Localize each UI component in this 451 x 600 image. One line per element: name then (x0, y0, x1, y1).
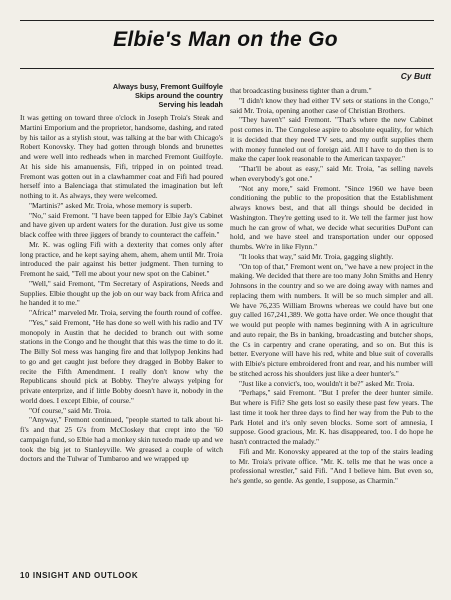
top-rule (20, 20, 434, 21)
subhead-line: Serving his leadah (158, 100, 223, 109)
paragraph: "Well," said Fremont, "I'm Secretary of Aspirations, Needs and Supplies. Elbie thought up the job on our way back from Africa and he handed it to me." (20, 278, 223, 308)
byline: Cy Butt (400, 71, 431, 81)
article-title: Elbie's Man on the Go (113, 28, 338, 51)
paragraph: "On top of that," Fremont went on, "we have a new project in the making. We decided that there are too many John Smiths and Henry Johnsons in the country and so we are doing away with names and replacing them with numbers. It will be so much simpler and all. We have 76,235 William Browns whereas we could have but one guy called 167,241,389. We gotta have order. We once thought that we would put people with names beginning with A in agriculture and auto repair, the Bs in banking, broadcasting and butcher shops, the Cs in carpentry and crane operating, and so on. But this is better. Everyone will have his red, white and blue suit of coveralls with Elbie's picture embroidered front and rear, and his number will be stitched across his shoulders just like a deer hunter's." (230, 261, 433, 378)
paragraph: "Of course," said Mr. Troia. (29, 405, 112, 415)
paragraph: "Yes," said Fremont, "He has done so well with his radio and TV monopoly in Austin that he decided to branch out with some stations in the Congo and he thought that this was the time to do it. The Billy Sol mess was hanging fire and that lollypop Jenkins had to go and get caught just before they dragged in Bobby Baker to recite the Fifth Amendment. I really don't know why the Republicans should pick at Bobby. They're always yelping for private enterprize, and if little Bobby doesn't have it, nobody in the world does. I except Elbie, of course." (20, 317, 223, 405)
paragraph: "Anyway," Fremont continued, "people started to talk about hi-fi's and that 25 G's from McCloskey that crept into the '60 campaign fund, so Elbie had a monkey skin tuxedo made up and we took the big jet to Stanleyville. We greased a couple of witch doctors and the Tulwar of Tumbaroo and we wrapped up (20, 415, 223, 464)
paragraph: Fifi and Mr. Konovsky appeared at the top of the stairs leading to Mr. Troia's private office. "Mr. K. tells me that he was once a professional wrestler," said Fifi. "And I believe him. But even so, he's gentle, so gentle. As gentle, I suppose, as Charmin." (230, 446, 433, 485)
paragraph: that broadcasting business tighter than a drum." (230, 86, 372, 95)
paragraph: "Martinis?" asked Mr. Troia, whose memory is superb. (29, 200, 193, 210)
paragraph: It was getting on toward three o'clock in Joseph Troia's Steak and Martini Emporium and the proprietor, handsome, dashing, and rated by his tailor as a stylish stout, was talking at the bar with Chicago's Robert Konovsky. They had gotten through blonds and brunettes and were well into redheads when in marched Fremont Guilfoyle. At his side his amanuensis, Fifi, tripped in on pointed tread. Fremont was gotten out in a clawhammer coat and Fifi had poured herself into a Balenciaga that stimulated the imagination but left nothing to it. As always, they were welcomed. (20, 113, 223, 200)
left-column (20, 82, 223, 464)
subhead (20, 82, 223, 109)
paragraph: "It looks that way," said Mr. Troia, gagging slightly. (239, 251, 394, 261)
paragraph: "Just like a convict's, too, wouldn't it be?" asked Mr. Troia. (239, 378, 415, 388)
paragraph: "Perhaps," said Fremont. "But I prefer the deer hunter simile. But where is Fifi? She gets lost so easily these past few years. The last time it took her three days to find her way from the Pub to the Park Hotel and it's only seven blocks. Some sort of amnesia, I suppose. Good gracious, Mr. K. has disappeared, too. I do hope he hasn't contracted the malady." (230, 388, 433, 446)
right-column (230, 86, 433, 486)
page-footer: 10 INSIGHT AND OUTLOOK (20, 571, 139, 580)
paragraph: "Africa!" marveled Mr. Troia, serving the fourth round of coffee. (29, 308, 223, 317)
paragraph: "They haven't" said Fremont. "That's where the new Cabinet post comes in. The Congolese aspire to absolute equality, for which it is decided that they need TV sets, and my outfit supplies them with money funneled out of foreign aid. All I have to do then is to make the caper look reasonable to the American taxpayer." (230, 115, 433, 164)
paragraph: "I didn't know they had either TV sets or stations in the Congo," said Mr. Troia, opening another case of Christian Brothers. (230, 95, 433, 115)
paragraph: Mr. K. was ogling Fifi with a dexterity that comes only after long practice, and he kept saying ahem, ahem, ahem until Mr. Troia introduced the pair against his better judgment. Then turning to Fremont he said, "Tell me about your new spot on the Cabinet." (20, 239, 223, 278)
paragraph: "Not any more," said Fremont. "Since 1960 we have been conditioning the public to the proposition that the Establishment always knows best, and that all things should be decided in Washington. They're getting used to it. We tell the farmer just how much he can grow of what, we decide what securities DuPont can hold, and we have steel and transportation under our opposed thumbs. We're in like Flynn." (230, 183, 433, 251)
paragraph: "No," said Fremont. "I have been tapped for Elbie Jay's Cabinet and have given up ardent waters for the duration. Just give us some black coffee with three jiggers of brandy to counteract the caffein." (20, 210, 223, 239)
title-rule (20, 68, 434, 69)
paragraph: "That'll be about as easy," said Mr. Troia, "as selling navels when everybody's got one." (230, 164, 433, 183)
subhead-line: Skips around the country (135, 91, 223, 100)
subhead-line: Always busy, Fremont Guilfoyle (112, 82, 223, 91)
